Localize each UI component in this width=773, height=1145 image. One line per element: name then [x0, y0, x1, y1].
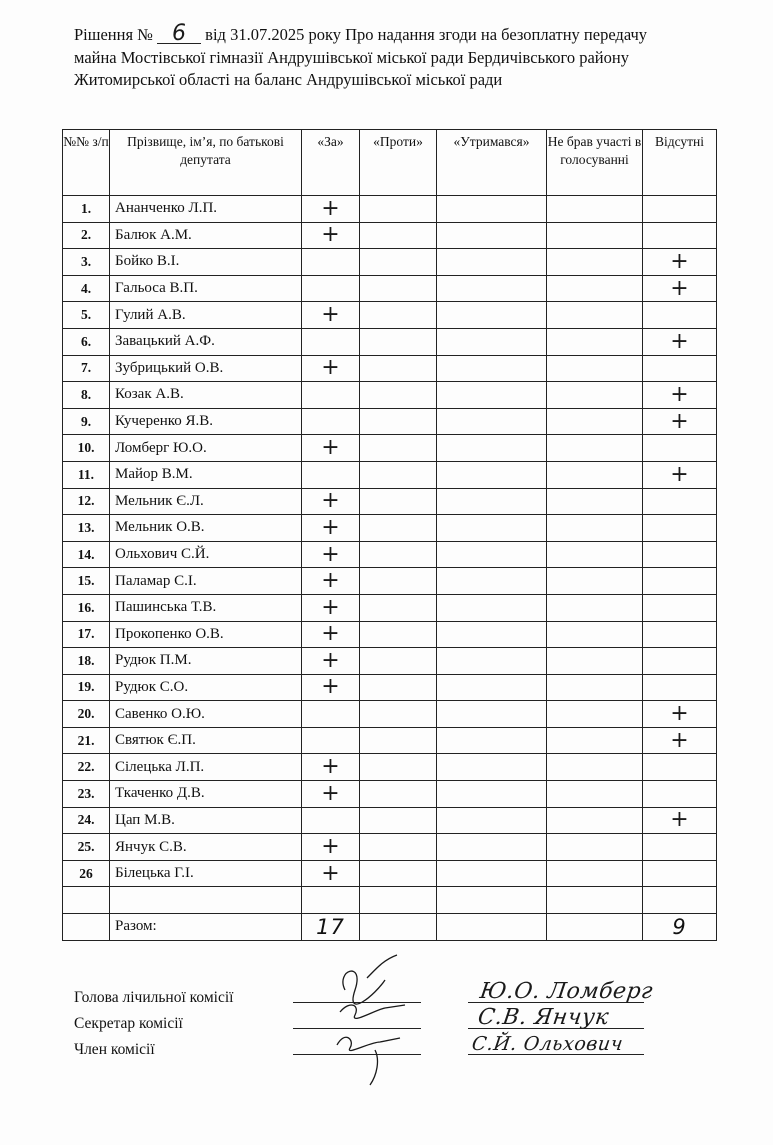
secretary-label: Секретар комісії	[74, 1015, 183, 1032]
total-label: Разом:	[110, 914, 302, 941]
table-row	[63, 568, 717, 595]
deputy-name: Ольхович С.Й.	[110, 541, 302, 568]
vote-utrymavsia-cell	[437, 674, 547, 701]
row-number: 14.	[63, 541, 110, 568]
vote-absent-cell	[643, 860, 717, 887]
vote-proty-cell	[360, 275, 437, 302]
vote-za-cell	[302, 249, 360, 276]
table-header-row	[63, 130, 717, 196]
vote-utrymavsia-cell	[437, 834, 547, 861]
chair-handwritten-name: Ю.О. Ломберг	[478, 979, 655, 1004]
vote-proty-cell	[360, 328, 437, 355]
vote-absent-cell	[643, 648, 717, 675]
table-row	[63, 541, 717, 568]
decision-title	[74, 21, 754, 92]
vote-utrymavsia-cell	[437, 541, 547, 568]
vote-proty-cell	[360, 541, 437, 568]
row-number: 7.	[63, 355, 110, 382]
vote-za-cell: +	[302, 834, 360, 861]
vote-proty-cell	[360, 515, 437, 542]
vote-not-voted-cell	[547, 568, 643, 595]
table-row	[63, 807, 717, 834]
table-row	[63, 594, 717, 621]
vote-za-cell: +	[302, 860, 360, 887]
row-number: 24.	[63, 807, 110, 834]
empty-cell	[547, 887, 643, 914]
vote-absent-cell	[643, 302, 717, 329]
row-number: 23.	[63, 781, 110, 808]
deputy-name: Кучеренко Я.В.	[110, 408, 302, 435]
vote-utrymavsia-cell	[437, 408, 547, 435]
empty-cell	[360, 914, 437, 941]
vote-za-cell: +	[302, 674, 360, 701]
col-header-za: «За»	[302, 130, 360, 196]
vote-absent-cell	[643, 435, 717, 462]
deputy-name: Святюк Є.П.	[110, 727, 302, 754]
vote-proty-cell	[360, 674, 437, 701]
row-number: 6.	[63, 328, 110, 355]
vote-utrymavsia-cell	[437, 860, 547, 887]
vote-za-cell: +	[302, 594, 360, 621]
vote-not-voted-cell	[547, 860, 643, 887]
col-header-utrymavsia: «Утримався»	[437, 130, 547, 196]
vote-utrymavsia-cell	[437, 568, 547, 595]
vote-proty-cell	[360, 222, 437, 249]
vote-za-cell	[302, 328, 360, 355]
empty-cell	[302, 887, 360, 914]
col-header-not-voted: Не брав участі в голосуванні	[547, 130, 643, 196]
deputy-name: Рудюк С.О.	[110, 674, 302, 701]
vote-za-cell	[302, 461, 360, 488]
row-number: 20.	[63, 701, 110, 728]
empty-cell	[110, 887, 302, 914]
vote-not-voted-cell	[547, 515, 643, 542]
vote-utrymavsia-cell	[437, 196, 547, 223]
empty-cell	[437, 887, 547, 914]
row-number: 15.	[63, 568, 110, 595]
row-number: 26	[63, 860, 110, 887]
vote-utrymavsia-cell	[437, 328, 547, 355]
vote-proty-cell	[360, 648, 437, 675]
table-row	[63, 621, 717, 648]
vote-za-cell: +	[302, 621, 360, 648]
chair-label: Голова лічильної комісії	[74, 989, 234, 1006]
row-number: 21.	[63, 727, 110, 754]
empty-cell	[63, 914, 110, 941]
vote-not-voted-cell	[547, 355, 643, 382]
table-row	[63, 435, 717, 462]
col-header-number: №№ з/п	[63, 130, 110, 196]
vote-proty-cell	[360, 621, 437, 648]
table-empty-row	[63, 887, 717, 914]
table-row	[63, 674, 717, 701]
vote-utrymavsia-cell	[437, 249, 547, 276]
vote-proty-cell	[360, 594, 437, 621]
vote-za-cell: +	[302, 568, 360, 595]
member-handwritten-name: С.Й. Ольхович	[470, 1033, 625, 1055]
vote-za-cell: +	[302, 781, 360, 808]
table-row	[63, 222, 717, 249]
deputy-name: Балюк А.М.	[110, 222, 302, 249]
vote-not-voted-cell	[547, 807, 643, 834]
vote-za-cell	[302, 727, 360, 754]
table-row	[63, 196, 717, 223]
table-row	[63, 355, 717, 382]
vote-proty-cell	[360, 355, 437, 382]
deputy-name: Паламар С.І.	[110, 568, 302, 595]
col-header-proty: «Проти»	[360, 130, 437, 196]
row-number: 10.	[63, 435, 110, 462]
deputy-name: Рудюк П.М.	[110, 648, 302, 675]
table-row	[63, 648, 717, 675]
vote-absent-cell: +	[643, 249, 717, 276]
vote-not-voted-cell	[547, 461, 643, 488]
vote-za-cell	[302, 382, 360, 409]
vote-absent-cell	[643, 568, 717, 595]
row-number: 19.	[63, 674, 110, 701]
vote-utrymavsia-cell	[437, 727, 547, 754]
row-number: 22.	[63, 754, 110, 781]
vote-not-voted-cell	[547, 541, 643, 568]
empty-cell	[547, 914, 643, 941]
row-number: 9.	[63, 408, 110, 435]
vote-absent-cell: +	[643, 701, 717, 728]
vote-absent-cell	[643, 196, 717, 223]
deputy-name: Мельник О.В.	[110, 515, 302, 542]
row-number: 12.	[63, 488, 110, 515]
vote-za-cell: +	[302, 488, 360, 515]
table-row	[63, 249, 717, 276]
vote-absent-cell	[643, 621, 717, 648]
vote-utrymavsia-cell	[437, 807, 547, 834]
vote-utrymavsia-cell	[437, 621, 547, 648]
vote-not-voted-cell	[547, 674, 643, 701]
vote-za-cell: +	[302, 515, 360, 542]
vote-proty-cell	[360, 408, 437, 435]
table-row	[63, 488, 717, 515]
row-number: 3.	[63, 249, 110, 276]
vote-utrymavsia-cell	[437, 382, 547, 409]
vote-not-voted-cell	[547, 594, 643, 621]
vote-absent-cell	[643, 515, 717, 542]
deputy-name: Сілецька Л.П.	[110, 754, 302, 781]
row-number: 13.	[63, 515, 110, 542]
table-row	[63, 701, 717, 728]
table-total-row	[63, 914, 717, 941]
vote-not-voted-cell	[547, 701, 643, 728]
vote-utrymavsia-cell	[437, 594, 547, 621]
title-line-1	[74, 21, 754, 47]
vote-not-voted-cell	[547, 222, 643, 249]
vote-not-voted-cell	[547, 196, 643, 223]
table-body	[63, 196, 717, 887]
vote-utrymavsia-cell	[437, 701, 547, 728]
deputy-name: Білецька Г.І.	[110, 860, 302, 887]
deputy-name: Ломберг Ю.О.	[110, 435, 302, 462]
table-row	[63, 515, 717, 542]
vote-absent-cell	[643, 781, 717, 808]
vote-absent-cell	[643, 594, 717, 621]
vote-not-voted-cell	[547, 781, 643, 808]
vote-absent-cell: +	[643, 461, 717, 488]
total-za: 17	[302, 914, 360, 941]
vote-za-cell: +	[302, 435, 360, 462]
table-row	[63, 302, 717, 329]
vote-absent-cell: +	[643, 382, 717, 409]
empty-cell	[63, 887, 110, 914]
vote-not-voted-cell	[547, 328, 643, 355]
deputy-name: Завацький А.Ф.	[110, 328, 302, 355]
signature-block	[74, 985, 233, 1063]
vote-proty-cell	[360, 807, 437, 834]
decision-number: 6	[157, 25, 201, 44]
vote-absent-cell: +	[643, 807, 717, 834]
vote-proty-cell	[360, 382, 437, 409]
vote-absent-cell	[643, 488, 717, 515]
vote-proty-cell	[360, 568, 437, 595]
table-row	[63, 834, 717, 861]
vote-za-cell: +	[302, 648, 360, 675]
vote-za-cell	[302, 807, 360, 834]
vote-za-cell: +	[302, 541, 360, 568]
vote-utrymavsia-cell	[437, 488, 547, 515]
vote-za-cell	[302, 408, 360, 435]
row-number: 2.	[63, 222, 110, 249]
voting-table	[62, 129, 717, 941]
vote-not-voted-cell	[547, 621, 643, 648]
vote-utrymavsia-cell	[437, 754, 547, 781]
deputy-name: Пашинська Т.В.	[110, 594, 302, 621]
vote-utrymavsia-cell	[437, 355, 547, 382]
col-header-name: Прізвище, ім’я, по батькові депутата	[110, 130, 302, 196]
deputy-name: Гальоса В.П.	[110, 275, 302, 302]
vote-proty-cell	[360, 196, 437, 223]
vote-not-voted-cell	[547, 435, 643, 462]
handwritten-signatures	[325, 950, 415, 1090]
member-label: Член комісії	[74, 1041, 155, 1058]
vote-absent-cell: +	[643, 408, 717, 435]
deputy-name: Козак А.В.	[110, 382, 302, 409]
vote-absent-cell: +	[643, 328, 717, 355]
vote-za-cell: +	[302, 302, 360, 329]
vote-utrymavsia-cell	[437, 515, 547, 542]
title-line-1-rest: від 31.07.2025 року Про надання згоди на безоплатну передачу	[205, 25, 648, 44]
row-number: 8.	[63, 382, 110, 409]
empty-cell	[437, 914, 547, 941]
vote-utrymavsia-cell	[437, 461, 547, 488]
vote-proty-cell	[360, 781, 437, 808]
vote-za-cell: +	[302, 355, 360, 382]
title-line-3: Житомирської області на баланс Андрушівської міської ради	[74, 70, 503, 89]
vote-absent-cell: +	[643, 275, 717, 302]
deputy-name: Савенко О.Ю.	[110, 701, 302, 728]
table-row	[63, 860, 717, 887]
deputy-name: Янчук С.В.	[110, 834, 302, 861]
vote-proty-cell	[360, 727, 437, 754]
vote-not-voted-cell	[547, 249, 643, 276]
vote-utrymavsia-cell	[437, 435, 547, 462]
vote-not-voted-cell	[547, 727, 643, 754]
deputy-name: Прокопенко О.В.	[110, 621, 302, 648]
deputy-name: Мельник Є.Л.	[110, 488, 302, 515]
vote-za-cell: +	[302, 196, 360, 223]
vote-not-voted-cell	[547, 754, 643, 781]
vote-absent-cell	[643, 674, 717, 701]
vote-utrymavsia-cell	[437, 648, 547, 675]
decision-prefix: Рішення №	[74, 25, 153, 44]
row-number: 4.	[63, 275, 110, 302]
vote-absent-cell	[643, 222, 717, 249]
vote-za-cell: +	[302, 754, 360, 781]
vote-absent-cell: +	[643, 727, 717, 754]
vote-proty-cell	[360, 834, 437, 861]
table-row	[63, 781, 717, 808]
table-row	[63, 382, 717, 409]
vote-absent-cell	[643, 541, 717, 568]
vote-not-voted-cell	[547, 488, 643, 515]
vote-absent-cell	[643, 355, 717, 382]
vote-proty-cell	[360, 302, 437, 329]
title-line-2: майна Мостівської гімназії Андрушівської міської ради Бердичівського району	[74, 47, 629, 67]
deputy-name: Ананченко Л.П.	[110, 196, 302, 223]
deputy-name: Гулий А.В.	[110, 302, 302, 329]
vote-utrymavsia-cell	[437, 302, 547, 329]
table-row	[63, 754, 717, 781]
vote-not-voted-cell	[547, 275, 643, 302]
row-number: 11.	[63, 461, 110, 488]
total-absent: 9	[643, 914, 717, 941]
table-row	[63, 461, 717, 488]
secretary-handwritten-name: С.В. Янчук	[476, 1005, 611, 1030]
table-row	[63, 727, 717, 754]
row-number: 25.	[63, 834, 110, 861]
empty-cell	[360, 887, 437, 914]
vote-proty-cell	[360, 249, 437, 276]
vote-za-cell	[302, 701, 360, 728]
vote-not-voted-cell	[547, 408, 643, 435]
vote-absent-cell	[643, 834, 717, 861]
vote-absent-cell	[643, 754, 717, 781]
vote-utrymavsia-cell	[437, 275, 547, 302]
vote-not-voted-cell	[547, 302, 643, 329]
row-number: 5.	[63, 302, 110, 329]
empty-cell	[643, 887, 717, 914]
deputy-name: Ткаченко Д.В.	[110, 781, 302, 808]
row-number: 16.	[63, 594, 110, 621]
vote-utrymavsia-cell	[437, 222, 547, 249]
vote-proty-cell	[360, 435, 437, 462]
col-header-absent: Відсутні	[643, 130, 717, 196]
table-row	[63, 408, 717, 435]
row-number: 18.	[63, 648, 110, 675]
vote-za-cell	[302, 275, 360, 302]
deputy-name: Майор В.М.	[110, 461, 302, 488]
deputy-name: Бойко В.І.	[110, 249, 302, 276]
table-row	[63, 328, 717, 355]
vote-not-voted-cell	[547, 834, 643, 861]
deputy-name: Цап М.В.	[110, 807, 302, 834]
vote-not-voted-cell	[547, 648, 643, 675]
vote-utrymavsia-cell	[437, 781, 547, 808]
table-row	[63, 275, 717, 302]
vote-proty-cell	[360, 754, 437, 781]
vote-proty-cell	[360, 461, 437, 488]
vote-za-cell: +	[302, 222, 360, 249]
row-number: 17.	[63, 621, 110, 648]
vote-proty-cell	[360, 701, 437, 728]
vote-proty-cell	[360, 488, 437, 515]
vote-proty-cell	[360, 860, 437, 887]
row-number: 1.	[63, 196, 110, 223]
deputy-name: Зубрицький О.В.	[110, 355, 302, 382]
vote-not-voted-cell	[547, 382, 643, 409]
